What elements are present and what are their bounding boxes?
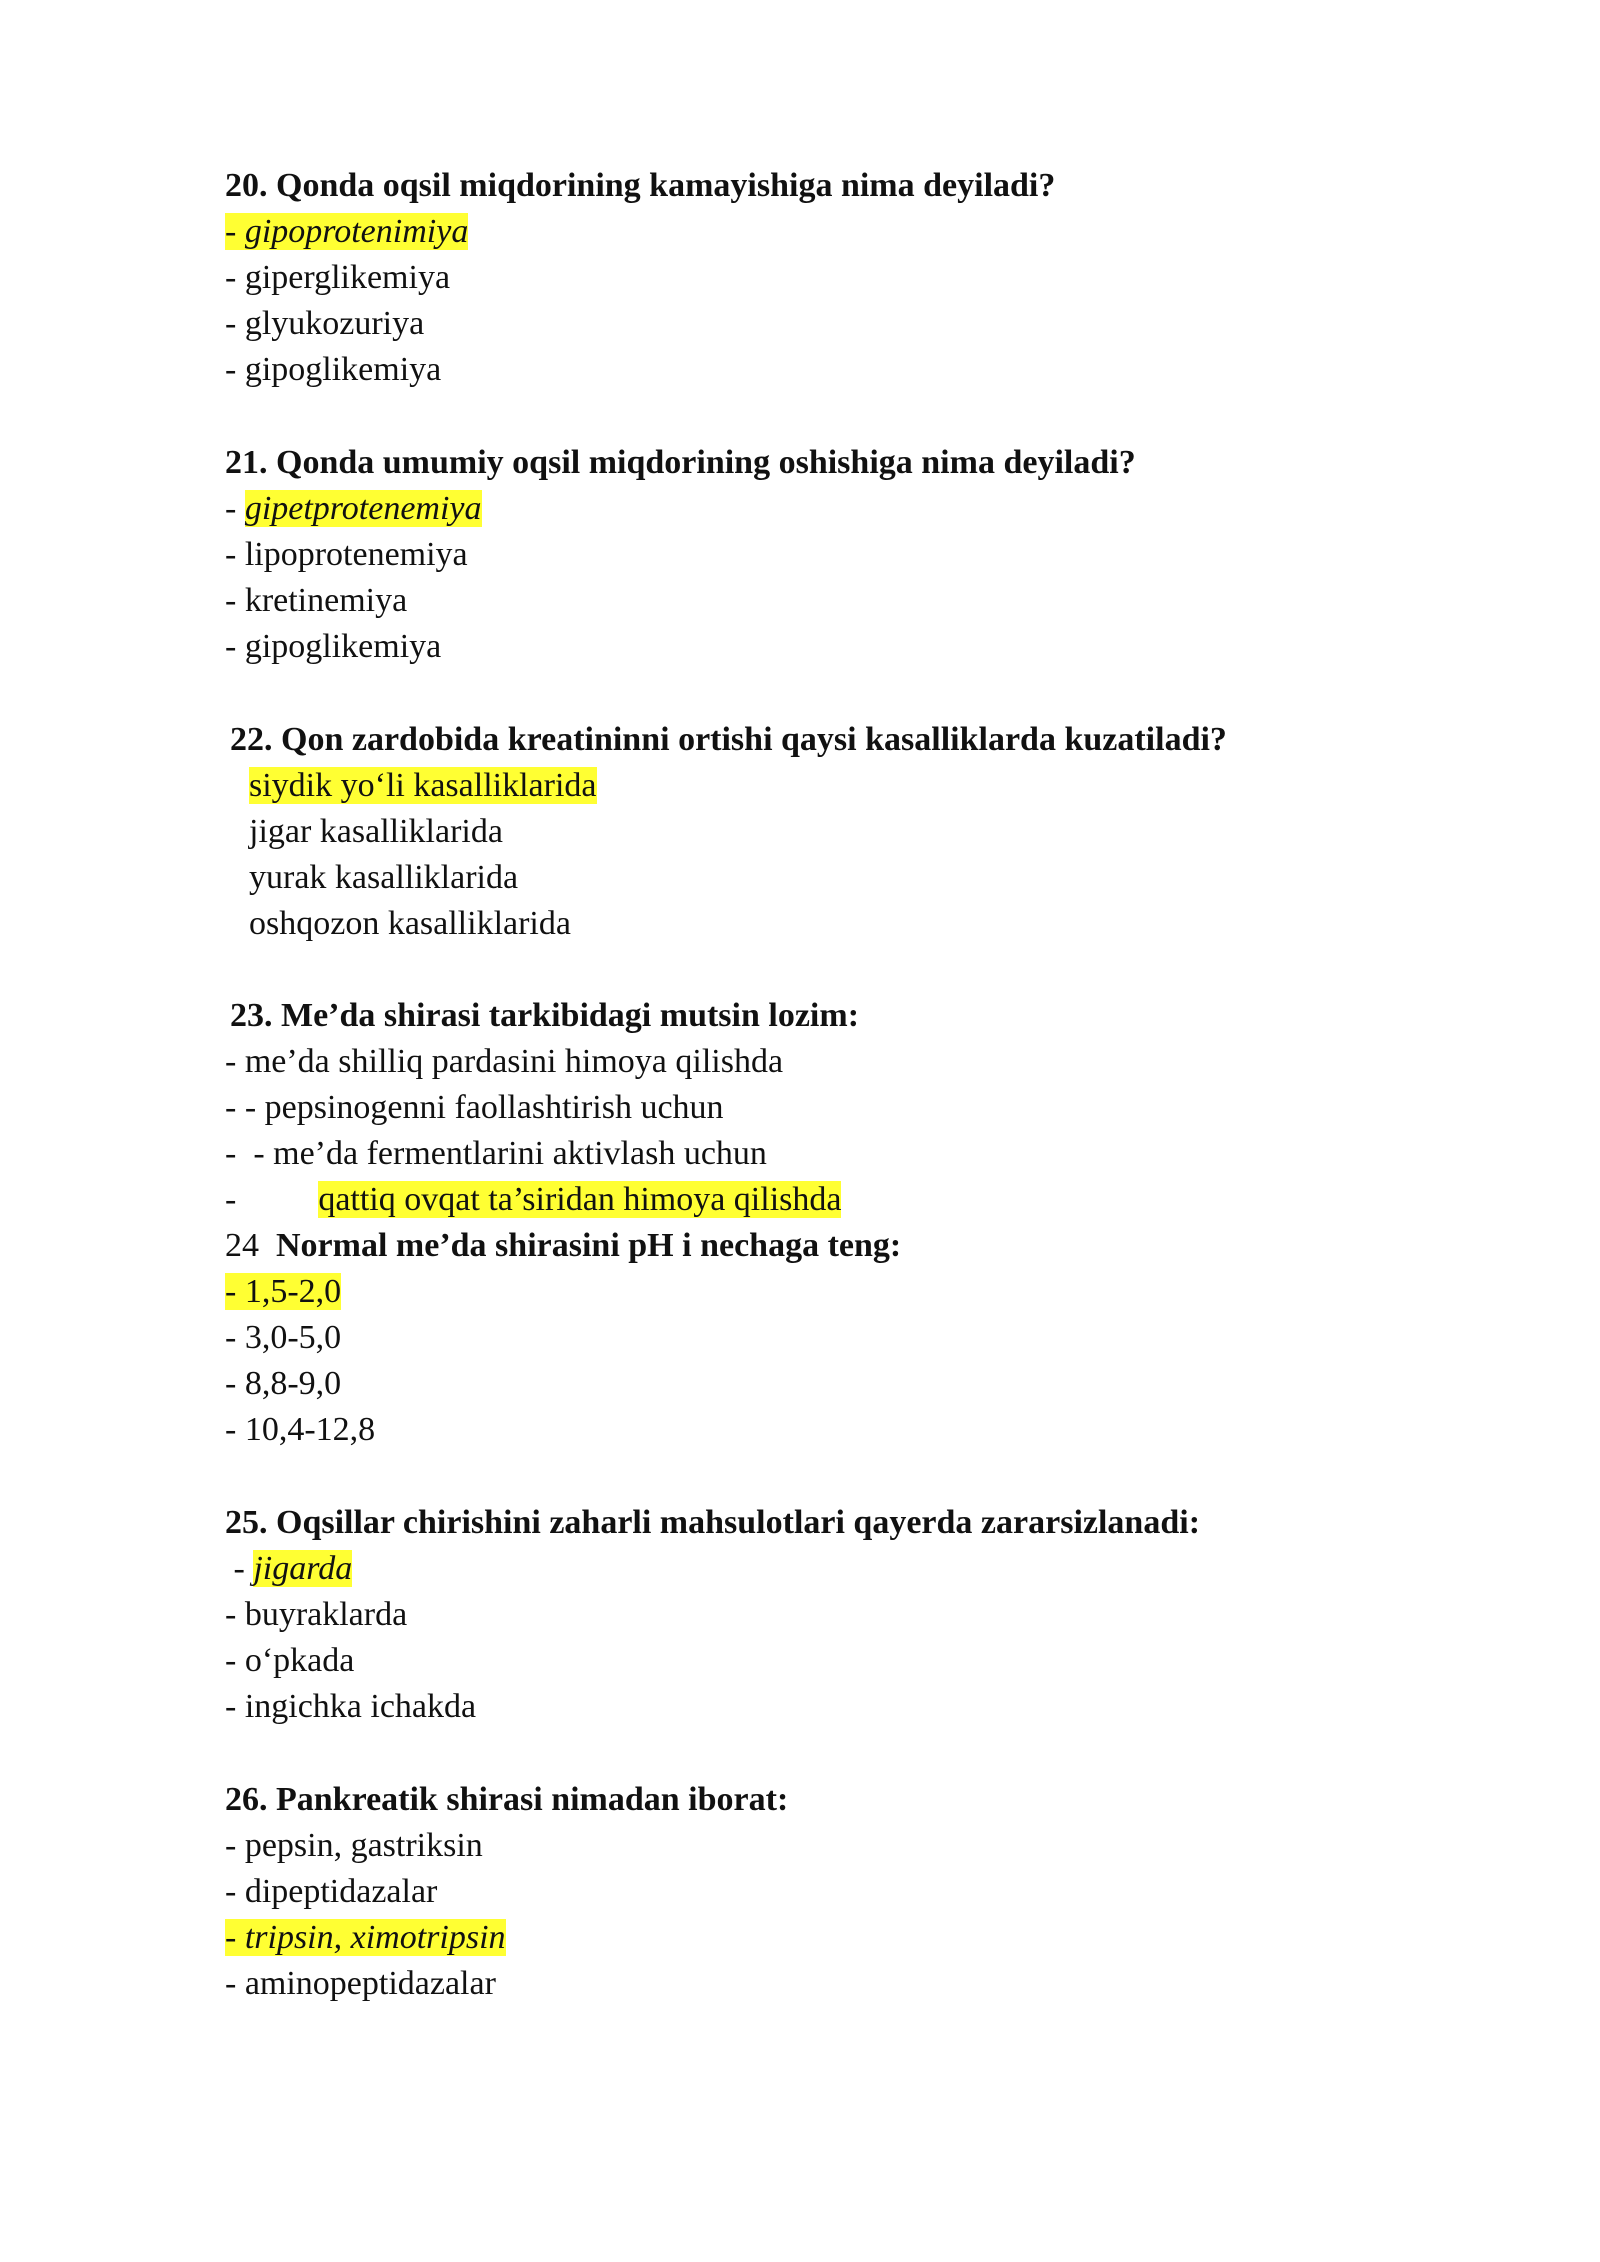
answer-option-correct: [225, 1177, 1425, 1223]
answer-option: yurak kasalliklarida: [249, 859, 519, 896]
answer-option: - 8,8-9,0: [225, 1365, 342, 1402]
highlighted-answer: siydik yo‘li kasalliklarida: [249, 767, 597, 804]
question-title: 22. Qon zardobida kreatininni ortishi qaysi kasalliklarda kuzatiladi?: [230, 721, 1227, 758]
answer-option-correct: [225, 763, 1425, 809]
question-title: Normal me’da shirasini pH i nechaga teng:: [276, 1227, 902, 1264]
answer-option: - - pepsinogenni faollashtirish uchun: [225, 1089, 724, 1126]
question-20: [225, 163, 1425, 393]
question-23: [225, 993, 1425, 1453]
answer-option: - aminopeptidazalar: [225, 1965, 496, 2002]
question-title: 21. Qonda umumiy oqsil miqdorining oshishiga nima deyiladi?: [225, 444, 1136, 481]
option-prefix: -: [225, 490, 245, 527]
answer-option: - - me’da fermentlarini aktivlash uchun: [225, 1135, 767, 1172]
answer-option: - o‘pkada: [225, 1642, 355, 1679]
answer-option: - buyraklarda: [225, 1596, 408, 1633]
answer-option-correct: [225, 209, 1425, 255]
answer-option: - me’da shilliq pardasini himoya qilishda: [225, 1043, 784, 1080]
option-prefix: -: [225, 1181, 237, 1218]
answer-option: - glyukozuriya: [225, 305, 425, 342]
answer-option: - dipeptidazalar: [225, 1873, 438, 1910]
answer-option-correct: [225, 1915, 1425, 1961]
answer-option-correct: [225, 1269, 1425, 1315]
answer-option: - ingichka ichakda: [225, 1688, 477, 1725]
answer-option: jigar kasalliklarida: [249, 813, 503, 850]
highlighted-answer: qattiq ovqat ta’siridan himoya qilishda: [318, 1181, 842, 1218]
question-title: 26. Pankreatik shirasi nimadan iborat:: [225, 1781, 789, 1818]
question-number: 24: [225, 1227, 259, 1264]
highlighted-answer: gipetprotenemiya: [244, 490, 482, 527]
answer-option: - 3,0-5,0: [225, 1319, 342, 1356]
option-prefix: -: [225, 1550, 254, 1587]
highlighted-answer: - 1,5-2,0: [225, 1273, 342, 1310]
question-25: [225, 1500, 1425, 1730]
question-title: 20. Qonda oqsil miqdorining kamayishiga nima deyiladi?: [225, 167, 1056, 204]
highlighted-answer: - gipoprotenimiya: [225, 213, 469, 250]
question-title: 23. Me’da shirasi tarkibidagi mutsin lozim:: [230, 997, 860, 1034]
answer-option-correct: [225, 1546, 1425, 1592]
answer-option: - pepsin, gastriksin: [225, 1827, 483, 1864]
highlighted-answer: jigarda: [253, 1550, 353, 1587]
answer-option: - giperglikemiya: [225, 259, 451, 296]
question-title: 25. Oqsillar chirishini zaharli mahsulotlari qayerda zararsizlanadi:: [225, 1504, 1201, 1541]
answer-option: - gipoglikemiya: [225, 628, 442, 665]
answer-option: - 10,4-12,8: [225, 1411, 376, 1448]
answer-option: - gipoglikemiya: [225, 351, 442, 388]
question-21: [225, 440, 1425, 670]
answer-option: oshqozon kasalliklarida: [249, 905, 571, 942]
answer-option: - kretinemiya: [225, 582, 408, 619]
question-22: [225, 717, 1425, 947]
answer-option: - lipoprotenemiya: [225, 536, 468, 573]
question-26: [225, 1777, 1425, 2007]
question-24-title: [225, 1223, 1425, 1269]
answer-option-correct: [225, 486, 1425, 532]
highlighted-answer: - tripsin, ximotripsin: [225, 1919, 506, 1956]
